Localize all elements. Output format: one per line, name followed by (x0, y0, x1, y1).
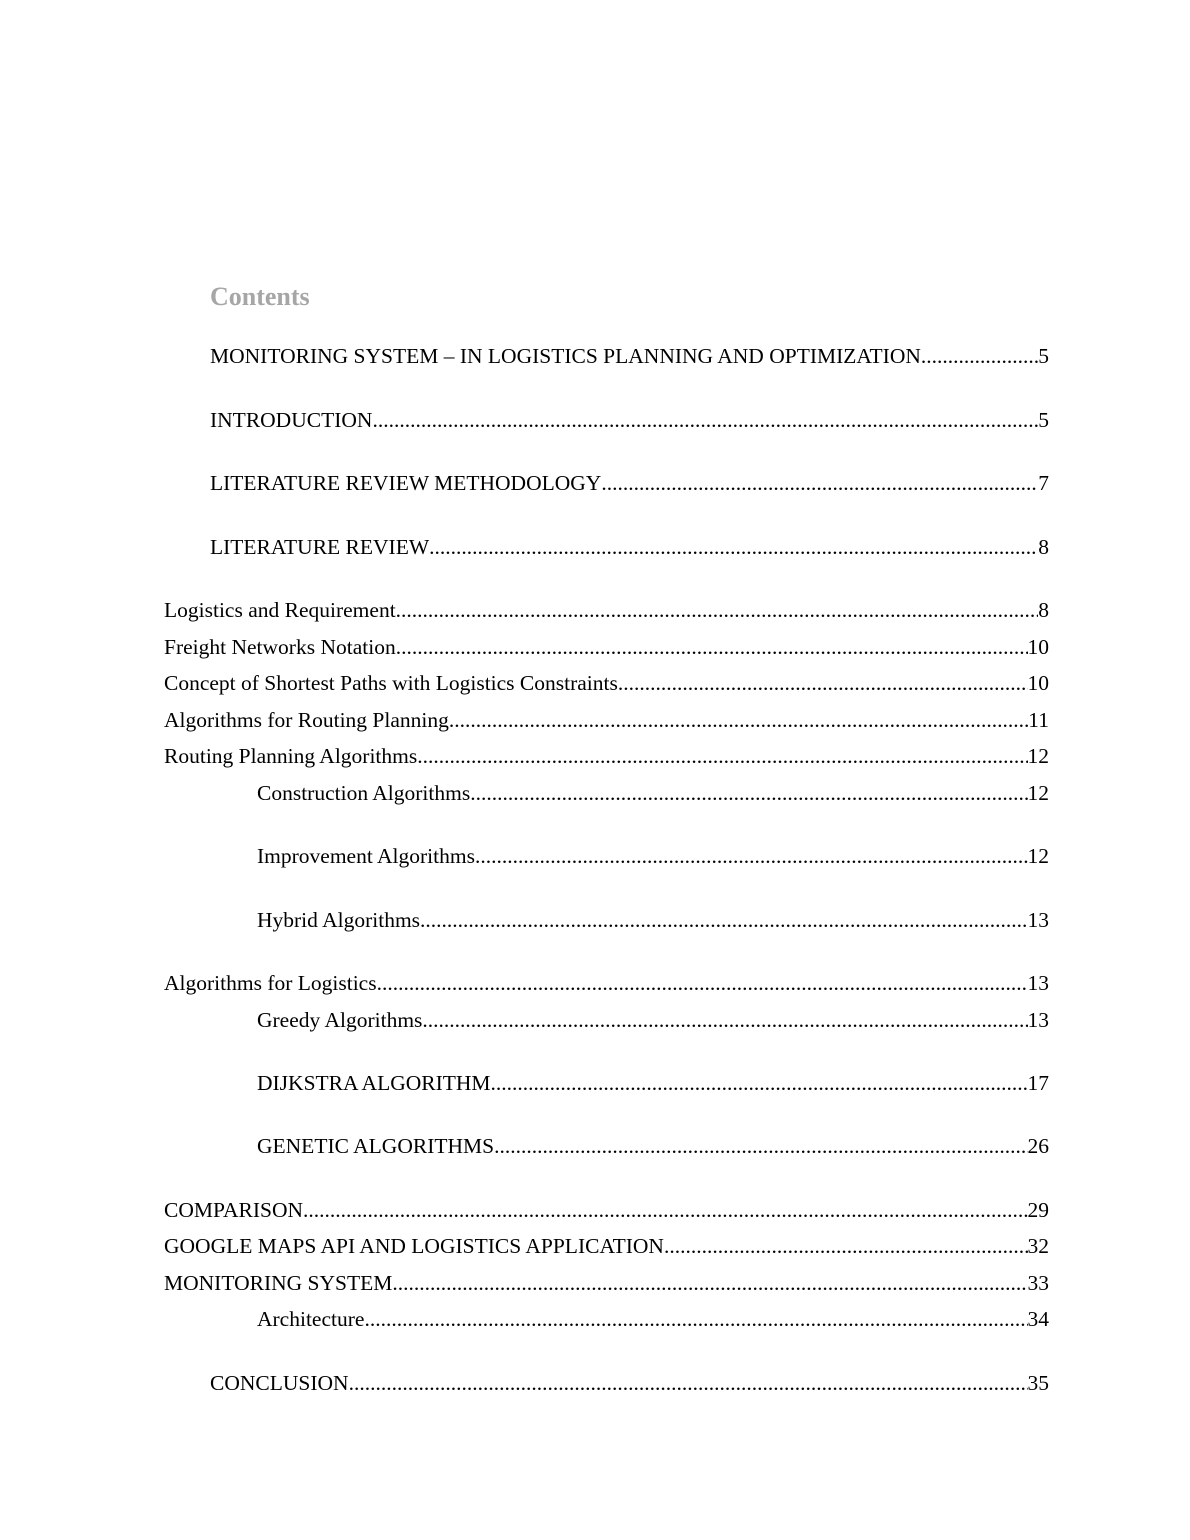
toc-dot-leader (664, 1231, 1028, 1261)
toc-entry-label: COMPARISON (164, 1198, 304, 1222)
toc-entry[interactable] (164, 741, 1049, 771)
toc-entry-label: INTRODUCTION (210, 408, 373, 432)
toc-entry-label: GOOGLE MAPS API AND LOGISTICS APPLICATION (164, 1234, 664, 1258)
toc-entry[interactable] (257, 1131, 1049, 1161)
toc-entry-page: 12 (1027, 781, 1049, 805)
toc-dot-leader (470, 778, 1027, 808)
toc-dot-leader (417, 741, 1027, 771)
toc-dot-leader (429, 532, 1038, 562)
toc-entry-label: MONITORING SYSTEM – IN LOGISTICS PLANNING AND OPTIMIZATION (210, 344, 921, 368)
toc-entry-label: CONCLUSION (210, 1371, 349, 1395)
toc-entry-page: 8 (1038, 535, 1049, 559)
toc-dot-leader (921, 341, 1038, 371)
toc-dot-leader (396, 595, 1039, 625)
toc-entry-page: 35 (1027, 1371, 1049, 1395)
toc-entry-label: Algorithms for Logistics (164, 971, 377, 995)
toc-entry-page: 13 (1027, 971, 1049, 995)
toc-entry[interactable] (257, 778, 1049, 808)
toc-dot-leader (422, 1005, 1027, 1035)
toc-entry-label: Construction Algorithms (257, 781, 471, 805)
toc-entry-page: 11 (1028, 708, 1049, 732)
toc-dot-leader (494, 1131, 1027, 1161)
toc-dot-leader (449, 705, 1028, 735)
toc-entry-page: 12 (1027, 744, 1049, 768)
toc-entry[interactable] (164, 968, 1049, 998)
toc-entry-page: 8 (1038, 598, 1049, 622)
toc-dot-leader (377, 968, 1028, 998)
toc-entry[interactable] (257, 1304, 1049, 1334)
toc-entry[interactable] (164, 595, 1049, 625)
toc-entry-page: 29 (1027, 1198, 1049, 1222)
toc-entry-page: 5 (1038, 344, 1049, 368)
toc-entry-page: 33 (1027, 1271, 1049, 1295)
toc-entry[interactable] (210, 405, 1049, 435)
toc-entry[interactable] (164, 1231, 1049, 1261)
toc-entry[interactable] (164, 705, 1049, 735)
toc-dot-leader (392, 1268, 1027, 1298)
toc-entry-page: 10 (1027, 671, 1049, 695)
toc-entry-label: Greedy Algorithms (257, 1008, 423, 1032)
toc-entry-label: DIJKSTRA ALGORITHM (257, 1071, 491, 1095)
toc-entry[interactable] (164, 632, 1049, 662)
toc-entry-page: 13 (1027, 908, 1049, 932)
toc-entry-label: Algorithms for Routing Planning (164, 708, 449, 732)
toc-entry[interactable] (210, 468, 1049, 498)
toc-entry[interactable] (164, 668, 1049, 698)
toc-entry-page: 26 (1027, 1134, 1049, 1158)
toc-entry-label: Routing Planning Algorithms (164, 744, 418, 768)
toc-entry[interactable] (257, 905, 1049, 935)
toc-entry-page: 10 (1027, 635, 1049, 659)
toc-dot-leader (618, 668, 1028, 698)
toc-entry-label: LITERATURE REVIEW (210, 535, 430, 559)
toc-entry[interactable] (257, 1068, 1049, 1098)
toc-dot-leader (372, 405, 1038, 435)
toc-dot-leader (364, 1304, 1027, 1334)
toc-entry-label: Improvement Algorithms (257, 844, 475, 868)
toc-entry-label: Hybrid Algorithms (257, 908, 421, 932)
toc-entry-page: 7 (1038, 471, 1049, 495)
toc-dot-leader (349, 1368, 1028, 1398)
toc-entry-page: 32 (1027, 1234, 1049, 1258)
toc-entry[interactable] (257, 1005, 1049, 1035)
toc-entry-page: 13 (1027, 1008, 1049, 1032)
toc-entry-page: 5 (1038, 408, 1049, 432)
toc-entry[interactable] (210, 1368, 1049, 1398)
toc-entry-label: Freight Networks Notation (164, 635, 396, 659)
toc-entry[interactable] (210, 532, 1049, 562)
toc-entry[interactable] (257, 841, 1049, 871)
toc-dot-leader (420, 905, 1027, 935)
toc-dot-leader (491, 1068, 1028, 1098)
toc-entry[interactable] (210, 341, 1049, 371)
toc-dot-leader (475, 841, 1028, 871)
toc-entry-page: 12 (1027, 844, 1049, 868)
toc-entry-page: 34 (1027, 1307, 1049, 1331)
toc-entry-label: Architecture (257, 1307, 365, 1331)
toc-entry-label: GENETIC ALGORITHMS (257, 1134, 495, 1158)
toc-entry[interactable] (164, 1195, 1049, 1225)
toc-entry-label: Concept of Shortest Paths with Logistics Constraints (164, 671, 618, 695)
toc-entry-page: 17 (1027, 1071, 1049, 1095)
toc-dot-leader (396, 632, 1028, 662)
toc-dot-leader (303, 1195, 1027, 1225)
toc-entry-label: MONITORING SYSTEM (164, 1271, 393, 1295)
toc-entry[interactable] (164, 1268, 1049, 1298)
toc-dot-leader (601, 468, 1038, 498)
toc-heading: Contents (210, 282, 310, 311)
toc-entry-label: Logistics and Requirement (164, 598, 396, 622)
toc-entry-label: LITERATURE REVIEW METHODOLOGY (210, 471, 602, 495)
